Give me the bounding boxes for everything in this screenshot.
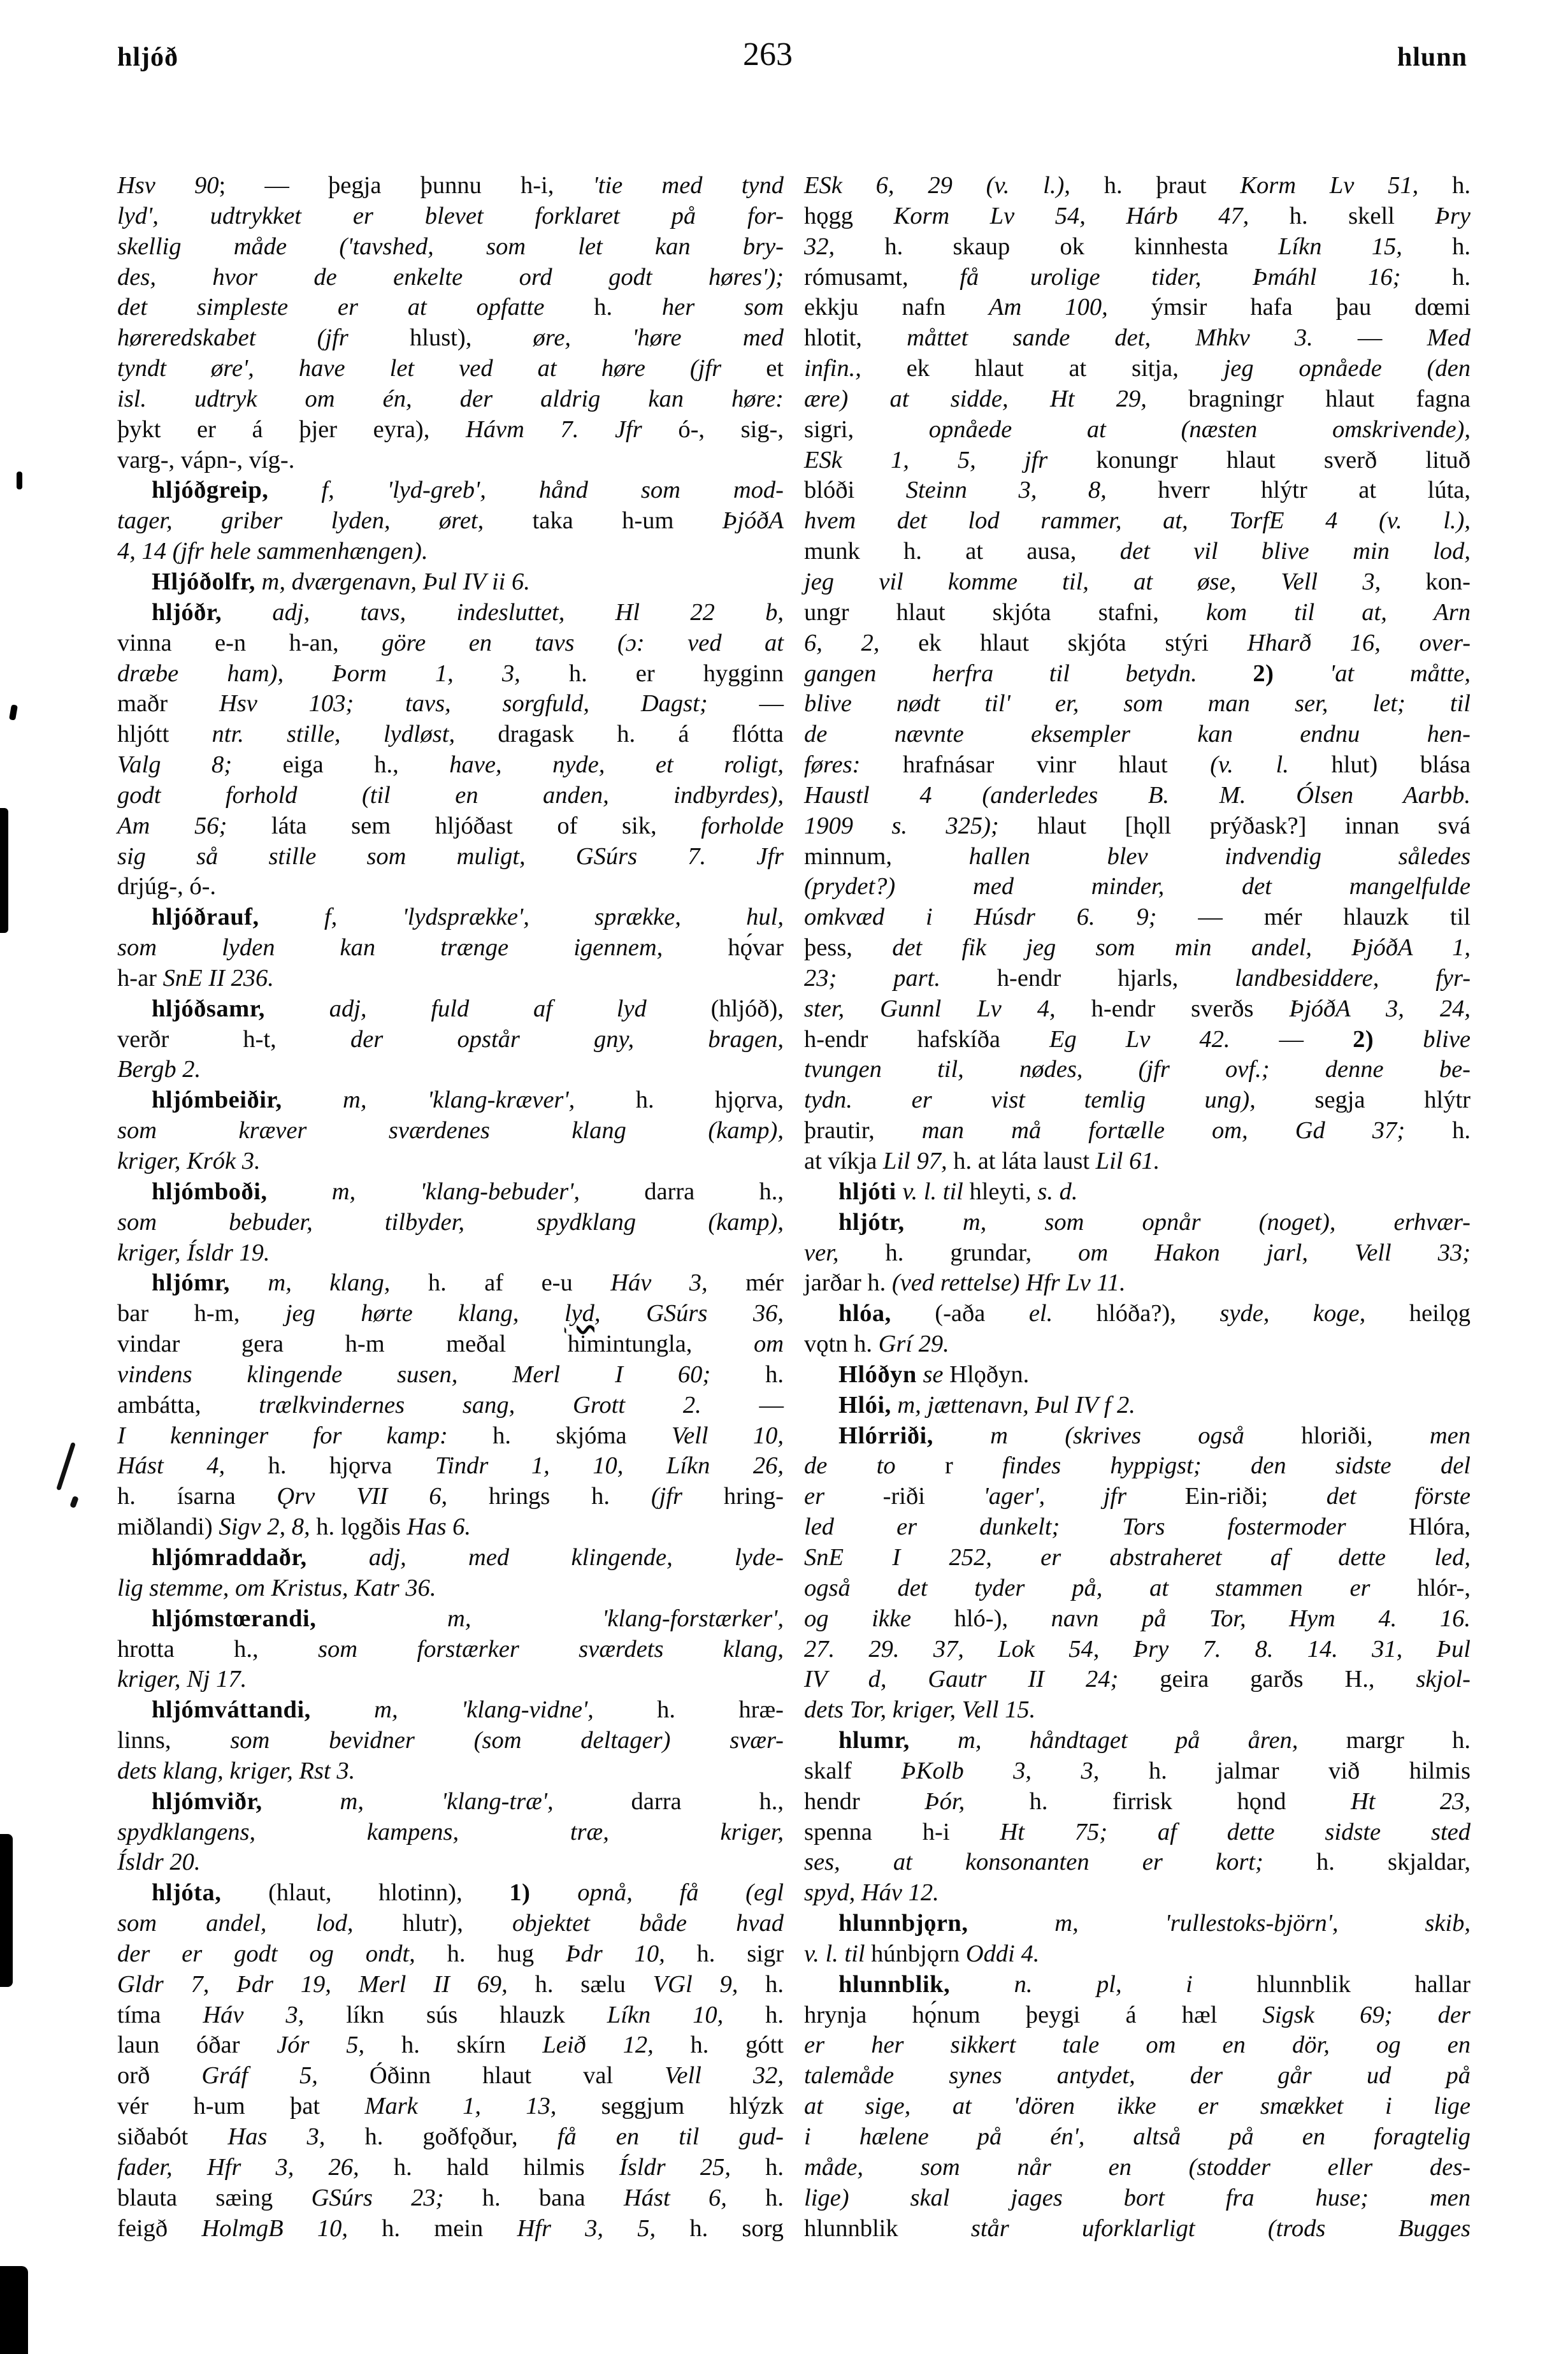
- text-line: ungr hlaut skjóta stafni, kom til at, Arn: [804, 598, 1471, 626]
- text-line: 1909 s. 325); hlaut [hǫll prýðask?] innan svá: [804, 812, 1471, 839]
- text-line: hljóta, (hlaut, hlotinn), 1) opnå, få (egl: [152, 1879, 784, 1907]
- text-line: Gldr 7, Þdr 19, Merl II 69, h. sælu VGl 9, h.: [117, 1970, 784, 1998]
- text-line: IV d, Gautr II 24; geira garðs H., skjol-: [804, 1666, 1471, 1693]
- text-line: fader, Hfr 3, 26, h. hald hilmis Ísldr 25, h.: [117, 2153, 784, 2181]
- text-line: blóði Steinn 3, 8, hverr hlýtr at lúta,: [804, 477, 1471, 504]
- text-line: ster, Gunnl Lv 4, h-endr sverðs ÞjóðA 3, 24,: [804, 995, 1471, 1022]
- text-line: jeg vil komme til, at øse, Vell 3, kon-: [804, 568, 1471, 595]
- text-line: gangen herfra til betydn. 2) 'at måtte,: [804, 660, 1471, 687]
- text-line: Hlórriði, m (skrives også hloriði, men: [838, 1422, 1471, 1449]
- text-line: hljómbeiðir, m, 'klang-kræver', h. hjǫrva,: [152, 1087, 784, 1114]
- text-line: er her sikkert tale om en dör, og en: [804, 2032, 1471, 2059]
- text-line: vinna e-n h-an, göre en tavs (ɔ: ved at: [117, 629, 784, 656]
- text-line: ære) at sidde, Ht 29, bragningr hlaut fagna: [804, 385, 1471, 412]
- text-line: tager, griber lyden, øret, taka h-um ÞjóðA: [117, 507, 784, 535]
- text-line: de to r findes hyppigst; den sidste del: [804, 1452, 1471, 1480]
- text-line: munk h. at ausa, det vil blive min lod,: [804, 538, 1471, 565]
- text-line: ekkju nafn Am 100, ýmsir hafa þau dœmi: [804, 294, 1471, 321]
- text-line: hǫgg Korm Lv 54, Hárb 47, h. skell Þry: [804, 202, 1471, 229]
- text-line: rómusamt, få urolige tider, Þmáhl 16; h.: [804, 263, 1471, 291]
- text-column-right: [804, 171, 1471, 2244]
- text-line: Haustl 4 (anderledes B. M. Ólsen Aarbb.: [804, 781, 1471, 809]
- text-line: tydn. er vist temlig ung), segja hlýtr: [804, 1087, 1471, 1114]
- text-line: føres: hrafnásar vinr hlaut (v. l. hlut) blása: [804, 751, 1471, 779]
- text-line: minnum, hallen blev indvendig således: [804, 842, 1471, 870]
- text-line: ses, at konsonanten er kort; h. skjaldar,: [804, 1849, 1471, 1876]
- text-line: (prydet?) med minder, det mangelfulde: [804, 873, 1471, 900]
- pen-mark: [56, 1442, 76, 1491]
- text-line: dets Tor, kriger, Vell 15.: [804, 1696, 1036, 1724]
- text-line: kriger, Ísldr 19.: [117, 1239, 270, 1266]
- text-line: spydklangens, kampens, træ, kriger,: [117, 1818, 784, 1845]
- text-column-left: [117, 171, 784, 2244]
- text-line: dræbe ham), Þorm 1, 3, h. er hygginn: [117, 660, 784, 687]
- text-line: hlotit, måttet sande det, Mhkv 3. — Med: [804, 324, 1471, 352]
- text-line: jarðar h. (ved rettelse) Hfr Lv 11.: [804, 1269, 1126, 1297]
- text-line: Valg 8; eiga h., have, nyde, et roligt,: [117, 751, 784, 779]
- text-line: I kenninger for kamp: h. skjóma Vell 10,: [117, 1422, 784, 1449]
- text-line: også det tyder på, at stammen er hlór-,: [804, 1574, 1471, 1601]
- text-line: 27. 29. 37, Lok 54, Þry 7. 8. 14. 31, Þul: [804, 1635, 1471, 1663]
- text-line: vindar gera h-m meðal himintungla, om: [117, 1331, 784, 1358]
- text-line: hljótt ntr. stille, lydløst, dragask h. á flótta: [117, 721, 784, 748]
- text-line: hljómraddaðr, adj, med klingende, lyde-: [152, 1543, 784, 1571]
- text-line: hlóa, (-aða el. hlóða?), syde, koge, heilǫg: [838, 1300, 1471, 1327]
- text-line: er -riði 'ager', jfr Ein-riði; det förste: [804, 1483, 1471, 1510]
- text-line: Hlói, m, jættenavn, Þul IV f 2.: [838, 1391, 1135, 1419]
- text-line: kriger, Krók 3.: [117, 1148, 261, 1174]
- text-line: talemåde synes antydet, der går ud på: [804, 2062, 1471, 2090]
- text-line: siðabót Has 3, h. goðfǫður, få en til gud-: [117, 2123, 784, 2150]
- text-line: måde, som når en (stodder eller des-: [804, 2153, 1471, 2181]
- text-line: hvem det lod rammer, at, TorfE 4 (v. l.),: [804, 507, 1471, 535]
- text-line: som lyden kan trænge igennem, hǫ́var: [117, 934, 784, 962]
- text-line: Hljóðolfr, m, dværgenavn, Þul IV ii 6.: [152, 568, 530, 595]
- text-line: miðlandi) Sigv 2, 8, h. lǫgðis Has 6.: [117, 1513, 471, 1541]
- text-line: lige) skal jages bort fra huse; men: [804, 2184, 1471, 2211]
- text-line: hljómviðr, m, 'klang-træ', darra h.,: [152, 1787, 784, 1815]
- text-line: laun óðar Jór 5, h. skírn Leið 12, h. gótt: [117, 2032, 784, 2059]
- text-line: Hást 4, h. hjǫrva Tindr 1, 10, Líkn 26,: [117, 1452, 784, 1480]
- text-line: hlumr, m, håndtaget på åren, margr h.: [838, 1727, 1471, 1754]
- text-line: 4, 14 (jfr hele sammenhængen).: [117, 538, 428, 565]
- text-line: kriger, Nj 17.: [117, 1666, 247, 1693]
- text-line: der er godt og ondt, h. hug Þdr 10, h. sigr: [117, 1940, 784, 1967]
- text-line: þrautir, man må fortælle om, Gd 37; h.: [804, 1117, 1471, 1145]
- text-line: þess, det fik jeg som min andel, ÞjóðA 1,: [804, 934, 1471, 962]
- text-line: v. l. til húnbjǫrn Oddi 4.: [804, 1940, 1040, 1967]
- text-line: Hsv 90; — þegja þunnu h-i, 'tie med tynd: [117, 172, 784, 199]
- page-number: 263: [743, 36, 793, 73]
- text-line: høreredskabet (jfr hlust), øre, 'høre med: [117, 324, 784, 352]
- text-line: hljóðrauf, f, 'lydsprække', sprække, hul,: [152, 904, 784, 931]
- text-line: vindens klingende susen, Merl I 60; h.: [117, 1361, 784, 1388]
- text-line: de nævnte eksempler kan endnu hen-: [804, 721, 1471, 748]
- text-line: vér h-um þat Mark 1, 13, seggjum hlýzk: [117, 2093, 784, 2120]
- text-line: sig så stille som muligt, GSúrs 7. Jfr: [117, 842, 784, 870]
- text-line: hljómváttandi, m, 'klang-vidne', h. hræ-: [152, 1696, 784, 1724]
- text-line: varg-, vápn-, víg-.: [117, 446, 295, 473]
- text-line: hljómstœrandi, m, 'klang-forstærker',: [152, 1605, 784, 1632]
- text-line: hljótr, m, som opnår (noget), erhvær-: [838, 1208, 1471, 1236]
- text-line: godt forhold (til en anden, indbyrdes),: [117, 781, 784, 809]
- text-line: hlunnbjǫrn, m, 'rullestoks-björn', skib,: [838, 1910, 1471, 1937]
- text-line: at víkja Lil 97, h. at láta laust Lil 61.: [804, 1148, 1160, 1174]
- scan-artifact: [17, 472, 22, 489]
- text-line: 32, h. skaup ok kinnhesta Líkn 15, h.: [804, 233, 1471, 260]
- scan-artifact: [9, 704, 18, 720]
- text-line: hljóðr, adj, tavs, indesluttet, Hl 22 b,: [152, 598, 784, 626]
- text-line: ESk 6, 29 (v. l.), h. þraut Korm Lv 51, h.: [804, 172, 1471, 199]
- text-line: ver, h. grundar, om Hakon jarl, Vell 33;: [804, 1239, 1471, 1266]
- text-line: des, hvor de enkelte ord godt høres');: [117, 263, 784, 291]
- text-line: spyd, Háv 12.: [804, 1879, 939, 1907]
- text-line: hlunnblik står uforklarligt (trods Bugges: [804, 2214, 1471, 2242]
- header-catchword-right: hlunn: [1397, 43, 1467, 72]
- text-line: hljómr, m, klang, h. af e-u Háv 3, mér: [152, 1269, 784, 1297]
- text-line: hrotta h., som forstærker sværdets klang,: [117, 1635, 784, 1663]
- text-line: tyndt øre', have let ved at høre (jfr et: [117, 355, 784, 382]
- text-line: h-ar SnE II 236.: [117, 964, 274, 992]
- text-line: hljómboði, m, 'klang-bebuder', darra h.,: [152, 1178, 784, 1205]
- text-line: tíma Háv 3, líkn sús hlauzk Líkn 10, h.: [117, 2001, 784, 2028]
- text-line: h-endr hafskíða Eg Lv 42. — 2) blive: [804, 1025, 1471, 1053]
- text-line: drjúg-, ó-.: [117, 873, 217, 900]
- text-line: i hælene på én', altså på en foragtelig: [804, 2123, 1471, 2150]
- text-line: Ísldr 20.: [117, 1849, 201, 1876]
- text-line: hljóðgreip, f, 'lyd-greb', hånd som mod-: [152, 477, 784, 504]
- text-line: spenna h-i Ht 75; af dette sidste sted: [804, 1818, 1471, 1845]
- text-line: blauta sæing GSúrs 23; h. bana Hást 6, h.: [117, 2184, 784, 2211]
- text-line: SnE I 252, er abstraheret af dette led,: [804, 1543, 1471, 1571]
- text-line: vǫtn h. Grí 29.: [804, 1331, 949, 1358]
- text-line: skalf ÞKolb 3, 3, h. jalmar við hilmis: [804, 1757, 1471, 1784]
- text-line: at sige, at 'dören ikke er smækket i lige: [804, 2093, 1471, 2120]
- text-line: som kræver sværdenes klang (kamp),: [117, 1117, 784, 1145]
- text-line: skellig måde ('tavshed, som let kan bry-: [117, 233, 784, 260]
- text-line: ESk 1, 5, jfr konungr hlaut sverð lituð: [804, 446, 1471, 473]
- text-line: dets klang, kriger, Rst 3.: [117, 1757, 356, 1784]
- text-line: 6, 2, ek hlaut skjóta stýri Hharð 16, over-: [804, 629, 1471, 656]
- scan-artifact: [0, 808, 8, 933]
- text-line: Am 56; láta sem hljóðast of sik, forholde: [117, 812, 784, 839]
- text-line: þykt er á þjer eyra), Hávm 7. Jfr ó-, sig-,: [117, 415, 784, 443]
- text-line: lig stemme, om Kristus, Katr 36.: [117, 1574, 436, 1601]
- text-line: som bebuder, tilbyder, spydklang (kamp),: [117, 1208, 784, 1236]
- text-line: infin., ek hlaut at sitja, jeg opnåede (den: [804, 355, 1471, 382]
- header-catchword-left: hljóð: [117, 43, 179, 72]
- text-line: feigð HolmgB 10, h. mein Hfr 3, 5, h. sorg: [117, 2214, 784, 2242]
- text-line: omkvæd i Húsdr 6. 9; — mér hlauzk til: [804, 904, 1471, 931]
- text-line: det simpleste er at opfatte h. her som: [117, 294, 784, 321]
- text-line: led er dunkelt; Tors fostermoder Hlóra,: [804, 1513, 1471, 1541]
- pen-mark: [69, 1496, 79, 1508]
- text-line: isl. udtryk om én, der aldrig kan høre:: [117, 385, 784, 412]
- text-line: linns, som bevidner (som deltager) svær-: [117, 1727, 784, 1754]
- text-line: Bergb 2.: [117, 1056, 201, 1083]
- text-line: hlunnblik, n. pl, i hlunnblik hallar: [838, 1970, 1471, 1998]
- text-line: sigri, opnåede at (næsten omskrivende),: [804, 415, 1471, 443]
- text-line: tvungen til, nødes, (jfr ovf.; denne be-: [804, 1056, 1471, 1083]
- text-line: blive nødt til' er, som man ser, let; til: [804, 690, 1471, 718]
- text-line: 23; part. h-endr hjarls, landbesiddere, fyr-: [804, 964, 1471, 992]
- text-line: hljóti v. l. til hleyti, s. d.: [838, 1178, 1078, 1205]
- text-line: orð Gráf 5, Óðinn hlaut val Vell 32,: [117, 2062, 784, 2090]
- scan-artifact: [0, 2266, 28, 2354]
- text-line: hrynja hǫ́num þeygi á hæl Sigsk 69; der: [804, 2001, 1471, 2028]
- text-line: hendr Þór, h. firrisk hǫnd Ht 23,: [804, 1787, 1471, 1815]
- text-line: h. ísarna Ǫrv VII 6, hrings h. (jfr hring-: [117, 1483, 784, 1510]
- text-line: bar h-m, jeg hørte klang, lyd, GSúrs 36,: [117, 1300, 784, 1327]
- text-line: og ikke hló-), navn på Tor, Hym 4. 16.: [804, 1605, 1471, 1632]
- scan-artifact: [0, 1834, 13, 1987]
- text-line: lyd', udtrykket er blevet forklaret på for-: [117, 202, 784, 229]
- text-line: som andel, lod, hlutr), objektet både hvad: [117, 1910, 784, 1937]
- text-line: maðr Hsv 103; tavs, sorgfuld, Dagst; —: [117, 690, 784, 718]
- text-line: hljóðsamr, adj, fuld af lyd (hljóð),: [152, 995, 784, 1022]
- text-line: ambátta, trælkvindernes sang, Grott 2. —: [117, 1391, 784, 1419]
- text-line: Hlóðyn se Hlǫðyn.: [838, 1361, 1030, 1388]
- text-line: verðr h-t, der opstår gny, bragen,: [117, 1025, 784, 1053]
